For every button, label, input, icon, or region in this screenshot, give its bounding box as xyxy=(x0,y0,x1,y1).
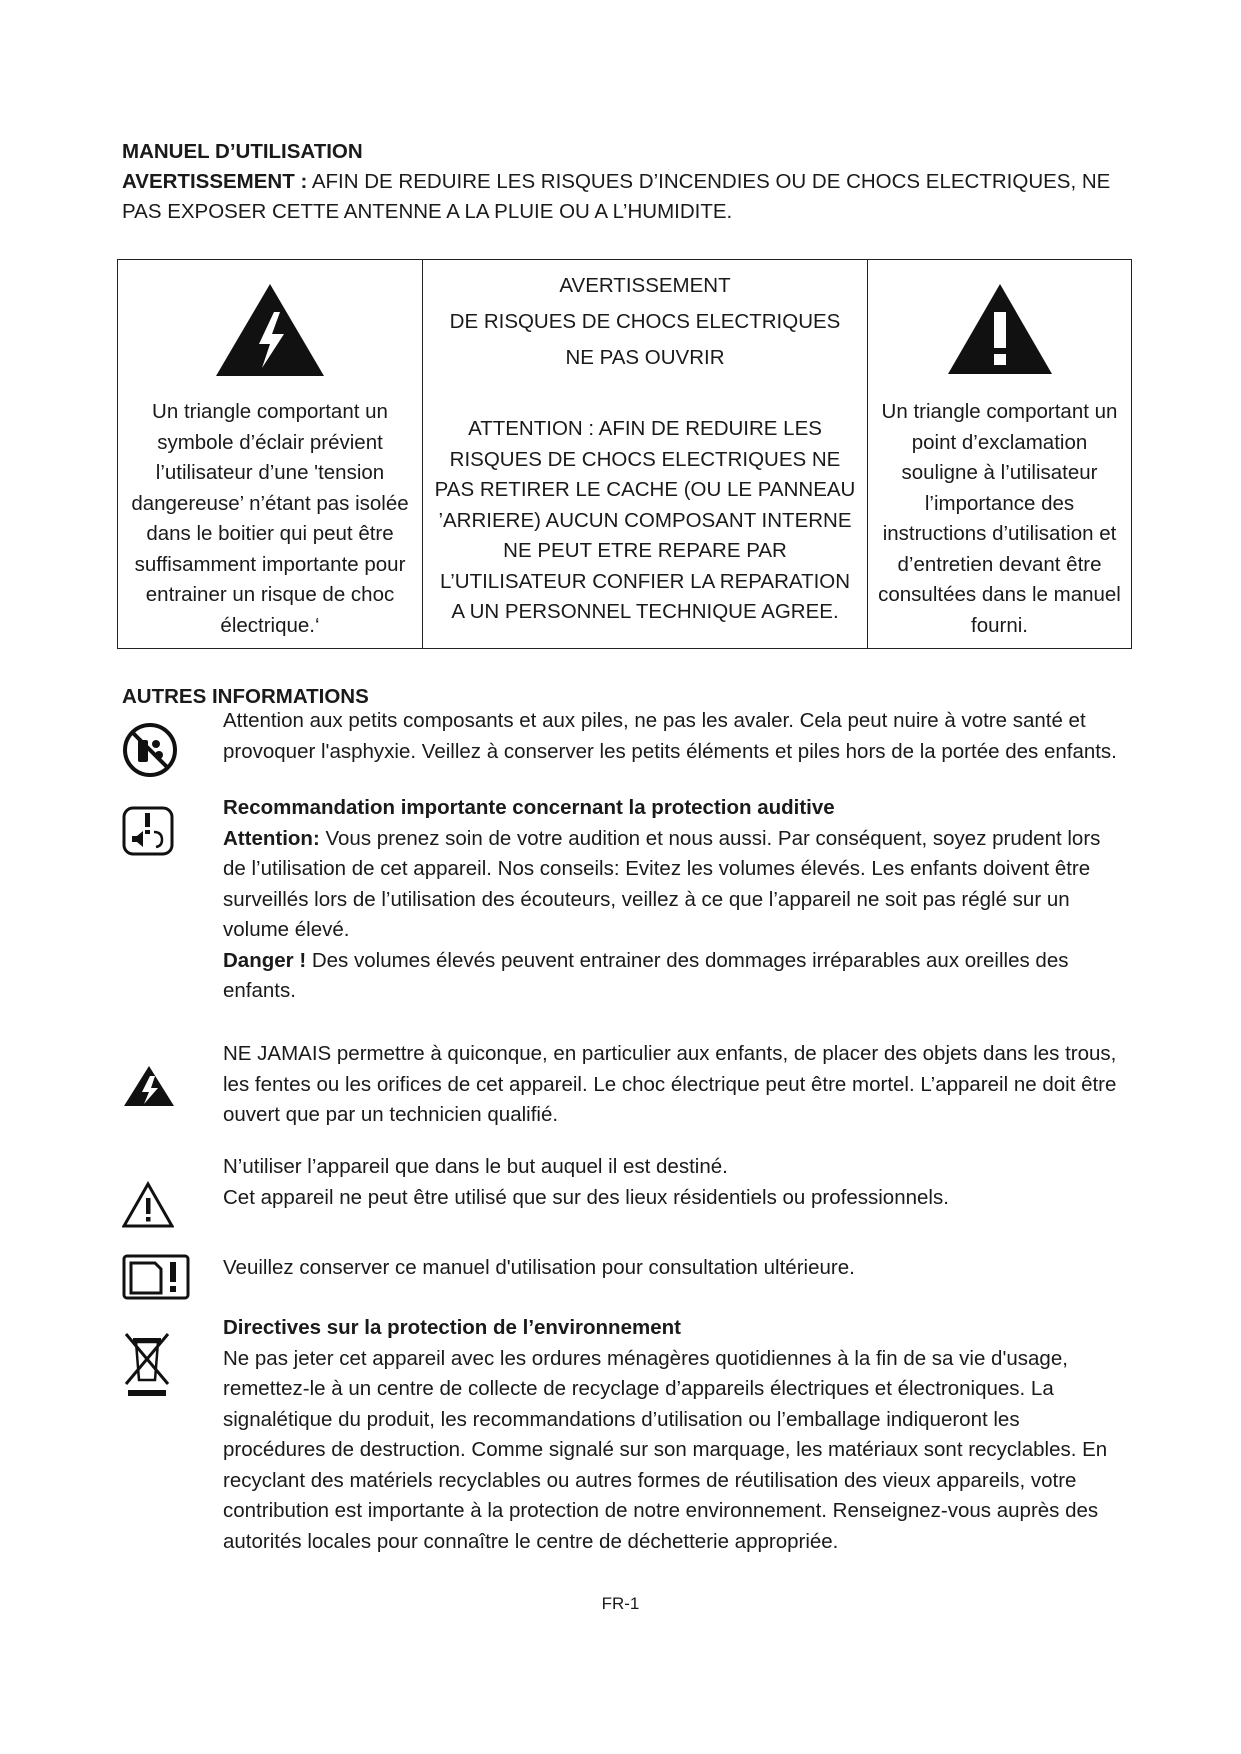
manual-text: Veuillez conserver ce manuel d'utilisation pour consultation ultérieure. xyxy=(223,1256,855,1279)
usage-text: N’utiliser l’appareil que dans le but auquel il est destiné. Cet appareil ne peut être utilisé que sur des lieux résidentiels ou professionnels. xyxy=(223,1155,949,1209)
small-parts-text: Attention aux petits composants et aux piles, ne pas les avaler. Cela peut nuire à votre santé et provoquer l'asphyxie. Veillez à conserver les petits éléments et piles hors de la portée des enfants. xyxy=(223,709,1117,763)
caution-triangle-icon xyxy=(122,1181,174,1229)
environment-subtitle: Directives sur la protection de l’environnement xyxy=(223,1316,681,1339)
manual-book-icon xyxy=(122,1254,190,1300)
no-small-parts-icon xyxy=(122,722,178,778)
page-number: FR-1 xyxy=(601,1594,640,1613)
environment-text: Directives sur la protection de l’environnement Ne pas jeter cet appareil avec les ordures ménagères quotidiennes à la fin de sa vie d'usage, remettez-le à un centre de collecte de recyclage d’appareils électriques et électroniques. La signalétique du produit, les recommandations d’utilisation ou l’emballage indiqueront les procédures de destruction. Comme signalé sur son marquage, les matériaux sont recyclables. En recyclant des matériels recyclables ou autres formes de réutilisation des vieux appareils, votre contribution est importante à la protection de notre environnement. Renseignez-vous auprès des autorités locales pour connaître le centre de déchetterie appropriée. xyxy=(223,1313,1143,1557)
hearing-text: Recommandation importante concernant la protection auditive Attention: Vous prenez soin de votre audition et nous aussi. Par conséquent, soyez prudent lors de l’utilisation de cet appareil. Nos conseils: Evitez les volumes élevés. Les enfants doivent être surveillés lors de l’utilisation des écouteurs, veillez à ce que l’appareil ne soit pas réglé sur un volume élevé. Danger ! Des volumes élevés peuvent entrainer des dommages irréparables aux oreilles des enfants. xyxy=(223,793,1143,1007)
electric-shock-icon xyxy=(122,1064,176,1108)
exclamation-triangle-icon xyxy=(946,282,1054,376)
warning-table xyxy=(117,259,1132,649)
hearing-warning-icon xyxy=(122,806,174,856)
lightning-column xyxy=(118,260,423,648)
lightning-triangle-icon xyxy=(214,282,326,378)
other-info-title: AUTRES INFORMATIONS xyxy=(122,685,369,708)
exclamation-description: Un triangle comportant un point d’exclamation souligne à l’utilisateur l’importance des instructions d’utilisation et d’entretien devant être consultées dans le manuel fourni. xyxy=(878,400,1121,637)
lightning-description: Un triangle comportant un symbole d’éclair prévient l’utilisateur d’une 'tension dangereuse’ n’étant pas isolée dans le boitier qui peut être suffisamment importante pour entrainer un risque de choc électrique.‘ xyxy=(131,400,409,637)
warning-text: AFIN DE REDUIRE LES RISQUES D’INCENDIES OU DE CHOCS ELECTRIQUES, NE PAS EXPOSER CETTE ANTENNE A LA PLUIE OU A L’HUMIDITE. xyxy=(122,170,1111,223)
page-title: MANUEL D’UTILISATION xyxy=(122,140,363,163)
weee-bin-icon xyxy=(122,1330,172,1398)
caution-attention-text: ATTENTION : AFIN DE REDUIRE LES RISQUES DE CHOCS ELECTRIQUES NE PAS RETIRER LE CACHE (OU LE PANNEAU ’ARRIERE) AUCUN COMPOSANT INTERNE NE PEUT ETRE REPARE PAR L’UTILISATEUR CONFIER LA REPARATION A UN PERSONNEL TECHNIQUE AGREE. xyxy=(434,417,856,623)
exclamation-column xyxy=(868,260,1131,648)
main-warning xyxy=(122,167,1132,227)
caution-heading: AVERTISSEMENT DE RISQUES DE CHOCS ELECTRIQUES NE PAS OUVRIR xyxy=(449,274,841,369)
caution-column xyxy=(423,260,868,648)
shock-text: NE JAMAIS permettre à quiconque, en particulier aux enfants, de placer des objets dans les trous, les fentes ou les orifices de cet appareil. Le choc électrique peut être mortel. L’appareil ne doit être ouvert que par un technicien qualifié. xyxy=(223,1042,1117,1126)
warning-label: AVERTISSEMENT : xyxy=(122,170,308,193)
hearing-subtitle: Recommandation importante concernant la protection auditive xyxy=(223,796,835,819)
